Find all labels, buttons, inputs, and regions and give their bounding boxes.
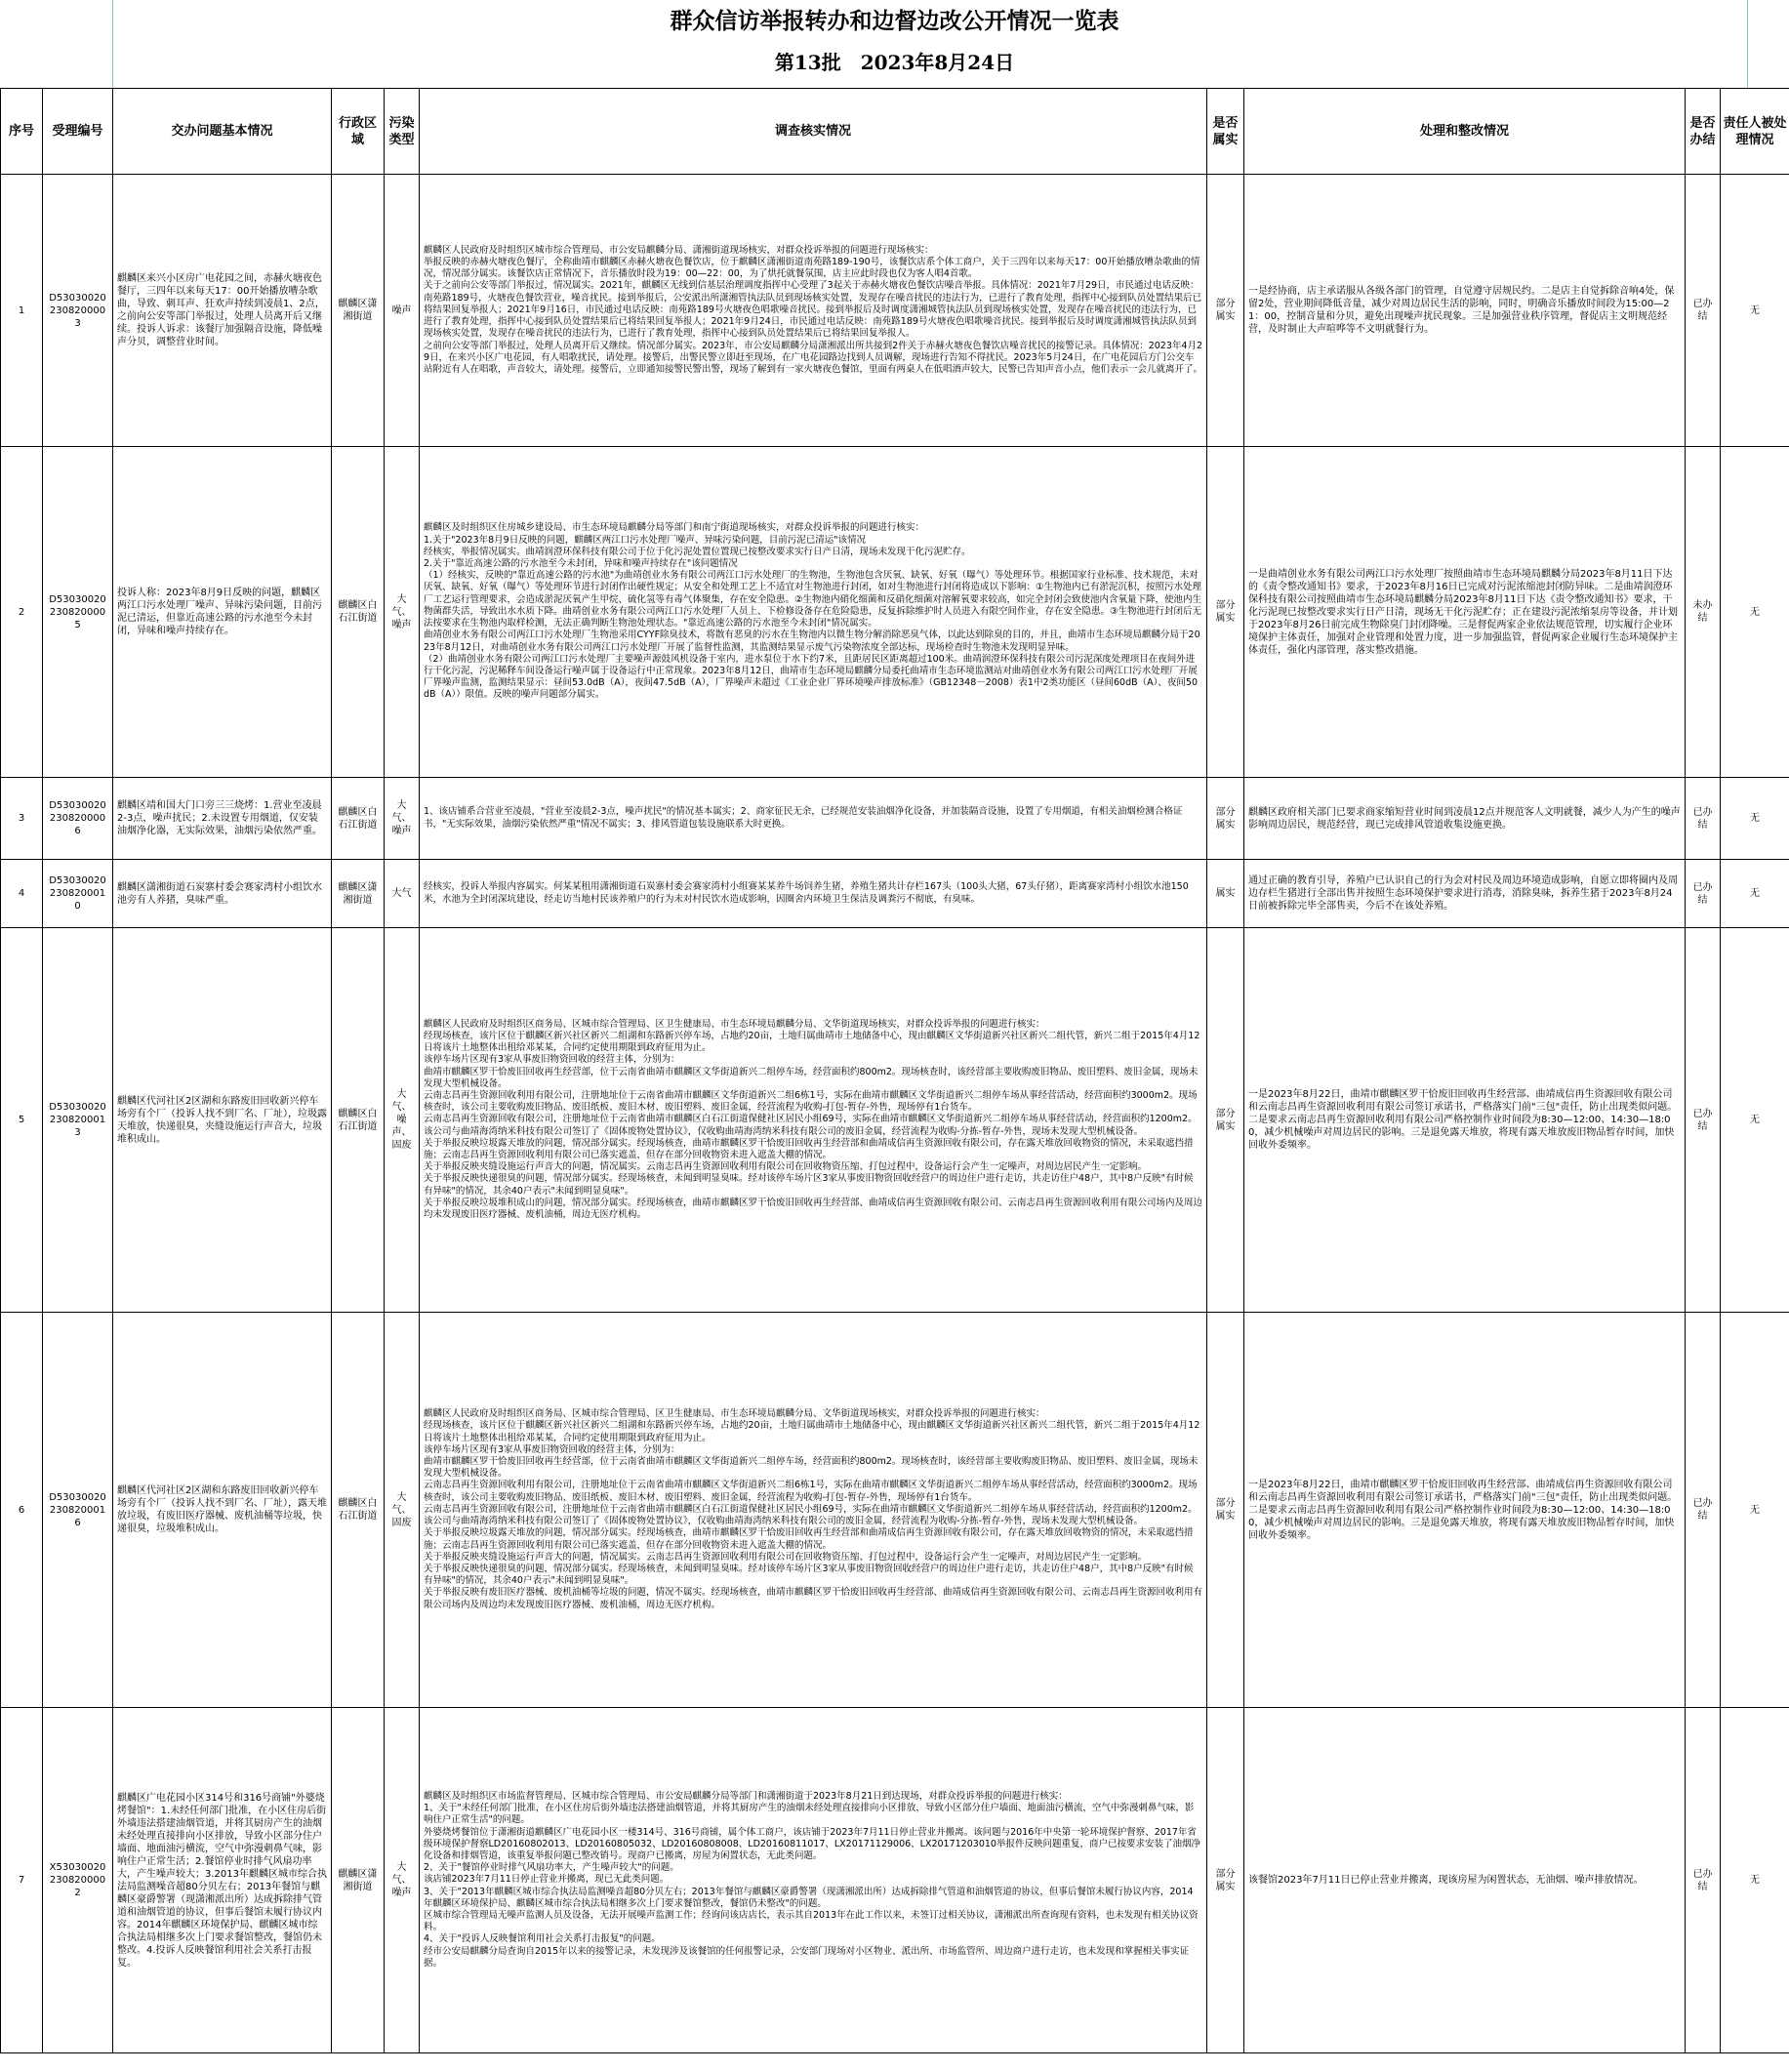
cell-pollution: 噪声 xyxy=(385,175,420,447)
cell-accountability: 无 xyxy=(1721,1313,1789,1708)
cell-seq: 7 xyxy=(1,1708,43,2053)
cell-done: 已办结 xyxy=(1686,1313,1721,1708)
header-done: 是否办结 xyxy=(1686,89,1721,175)
cell-district: 麒麟区白石江街道 xyxy=(332,447,385,778)
cell-verified: 属实 xyxy=(1207,860,1244,928)
cell-pollution: 大气、噪声 xyxy=(385,778,420,860)
cell-seq: 6 xyxy=(1,1313,43,1708)
cell-investigation: 经核实，投诉人举报内容属实。何某某租用潇湘街道石炭寨村委会赛家湾村小组赛某某养牛场饲养生猪，养殖生猪共计存栏167头（100头大猪，67头仔猪），距离赛家湾村小组饮水池150米，水池为全封闭深坑建设，经走访当地村民该养殖户的行为未对村民饮水造成影响，因圈舍内环境卫生保洁及调粪污不彻底，有臭味。 xyxy=(420,860,1207,928)
cell-id: X530300202308200002 xyxy=(43,1708,113,2053)
header-handling: 处理和整改情况 xyxy=(1244,89,1686,175)
cell-district: 麒麟区白石江街道 xyxy=(332,1313,385,1708)
cell-investigation: 麒麟区人民政府及时组织区商务局、区城市综合管理局、区卫生健康局、市生态环境局麒麟分局、文华街道现场核实，对群众投诉举报的问题进行核实： 经现场核查，该片区位于麒麟区新兴社区新兴二组湖和东路新兴停车场，占地约20亩，土地归属曲靖市土地储备中心，现由麒麟区文华街道新兴社区新兴二组代管，新兴二组于2015年4月12日将该片土地整体出租给邓某某，合同约定使用期限到政府征用为止。 该停车场片区现有3家从事废旧物资回收的经营主体，分别为： 曲靖市麒麟区罗干恰废旧回收再生经营部，位于云南省曲靖市麒麟区文华街道新兴二组停车场，经营面积约800m2。现场核查时，该经营部主要收购废旧物品、废旧塑料、废旧金属，现场未发现大型机械设备。 云南志昌再生资源回收利用有限公司，注册地址位于云南省曲靖市麒麟区文华街道新兴二组6栋1号，实际在曲靖市麒麟区文华街道新兴二组停车场从事经营活动，经营面积约3000m2。现场核查时，该公司主要收购废旧物品、废旧纸板、废旧木材、废旧塑料、废旧金属，经营流程为收购-打包-暂存-外售，现场停有1台货车。 云南志昌再生资源回收有限公司，注册地址位于云南省曲靖市麒麟区白石江街道保健社区居民小组69号，实际在曲靖市麒麟区文华街道新兴二组停车场从事经营活动，经营面积约1200m2。该公司与曲靖海湾纳米科技有限公司签订了《固体废物处置协议》，仅收购曲靖海湾纳米科技有限公司的废旧金属，经营流程为收购-分拣-暂存-外售，现场未发现大型机械设备。 关于举报反映垃圾露天堆放的问题，情况部分属实。经现场核查，曲靖市麒麟区罗干恰废旧回收再生经营部和曲靖成信再生资源回收有限公司，存在露天堆放回收物资的情况，未采取遮挡措施；云南志昌再生资源回收利用有限公司已落实遮盖，但存在部分回收物资未进入遮盖大棚的情况。 关于举报反映夹缝设施运行声音大的问题，情况属实。云南志昌再生资源回收利用有限公司在回收物资压缩、打包过程中，设备运行会产生一定噪声，对周边居民产生一定影响。 关于举报反映快递很臭的问题，情况部分属实。经现场核查，未闻到明显臭味。经对该停车场片区3家从事废旧物资回收经营户的周边住户进行走访，共走访住户48户，其中8户反映"有时候有异味"的情况，其余40户表示"未闻到明显臭味"。 关于举报反映垃圾堆积成山的问题，情况部分属实。经现场核查，曲靖市麒麟区罗干恰废旧回收再生经营部、曲靖成信再生资源回收有限公司、云南志昌再生资源回收利用有限公司场内及周边均未发现废旧医疗器械、废机油桶，周边无医疗机构。 xyxy=(420,928,1207,1313)
cell-investigation: 麒麟区及时组织区住房城乡建设局、市生态环境局麒麟分局等部门和南宁街道现场核实，对群众投诉举报的问题进行核实： 1.关于"2023年8月9日反映的问题，麒麟区两江口污水处理厂噪声、异味污染问题，目前污泥已清运"该情况 经核实，举报情况属实。曲靖润澄环保科技有限公司于位于化污泥处置位置现已按整改要求实行日产日清，现场未发现干化污泥贮存。 2.关于"靠近高速公路的污水池至今未封闭，异味和噪声持续存在"该问题情况 （1）经核实，反映的"靠近高速公路的污水池"为曲靖创业水务有限公司两江口污水处理厂的生物池，生物池包含厌氧、缺氧、好氧（曝气）等处理环节。根据国家行业标准、技术规范，未对厌氧、缺氧、好氧（曝气）等处理环节进行封闭作出硬性规定；从安全和处理工艺上不适宜对生物池进行封闭，如对生物池进行封闭将造成以下影响：①生物池内已有淤泥沉积，按照污水处理厂工艺运行管理要求，会造成淤泥厌氧产生甲烷、硫化氢等有毒气体聚集，存在安全隐患。②生物池内硝化细菌和反硝化细菌对溶解氧要求较高，如完全封闭会致使池内含氧量下降，使池内生物菌群失活，导致出水水质下降。曲靖创业水务有限公司两江口污水处理厂人员上、下检修设备存在危险隐患，反复拆除维护时人员进入有限空间作业，存在安全隐患。③生物池进行封闭后无法按要求在生物池内取样检测，无法正确判断生物池处理状态。"靠近高速公路的污水池至今未封闭"情况属实。 曲靖创业水务有限公司两江口污水处理厂生物池采用CYYF除臭技术，将散有恶臭的污水在生物池内以微生物分解消除恶臭气体，以此达到除臭的目的，并且，曲靖市生态环境局麒麟分局于2023年8月12日，对曲靖创业水务有限公司两江口污水处理厂开展了监督性监测，其监测结果显示废气污染物浓度全部达标，现场检查时生物池未发现明显异味。 （2）曲靖创业水务有限公司两江口污水处理厂主要噪声源鼓风机设备于室内，进水泵位于水下约7米，且距居民区距离超过100米。曲靖润澄环保科技有限公司污泥深度处理项目在夜间外进行干化污泥，污泥稀释车间设备运行噪声属于设备运行中正常现象。2023年8月12日，曲靖市生态环境局麒麟分局委托曲靖市生态环境监测站对曲靖创业水务有限公司两江口污水处理厂开展厂界噪声监测，监测结果显示：昼间53.0dB（A），夜间47.5dB（A），厂界噪声未超过《工业企业厂界环境噪声排放标准》（GB12348－2008）表1中2类功能区（昼间60dB（A）、夜间50dB（A））限值。反映的噪声问题部分属实。 xyxy=(420,447,1207,778)
cell-pollution: 大气 xyxy=(385,860,420,928)
cell-verified: 部分属实 xyxy=(1207,175,1244,447)
cell-accountability: 无 xyxy=(1721,928,1789,1313)
cell-handling: 一是2023年8月22日，曲靖市麒麟区罗干恰废旧回收再生经营部、曲靖成信再生资源回收有限公司和云南志昌再生资源回收利用有限公司签订承诺书，严格落实门前"三包"责任，防止出现类似问题。二是要求云南志昌再生资源回收利用有限公司严格控制作业时间段为8:30—12:00、14:30—18:00，减少机械噪声对周边居民的影响。三是退免露天堆放，将现有露天堆放废旧物品暂存时间，加快回收外委频率。 xyxy=(1244,928,1686,1313)
cell-pollution: 大气、噪声、固废 xyxy=(385,928,420,1313)
cell-district: 麒麟区潇湘街道 xyxy=(332,175,385,447)
table-row xyxy=(1,860,1789,928)
cell-verified: 部分属实 xyxy=(1207,1708,1244,2053)
cell-district: 麒麟区潇湘街道 xyxy=(332,860,385,928)
cell-investigation: 麒麟区人民政府及时组织区商务局、区城市综合管理局、区卫生健康局、市生态环境局麒麟分局、文华街道现场核实，对群众投诉举报的问题进行核实： 经现场核查，该片区位于麒麟区新兴社区新兴二组湖和东路新兴停车场，占地约20亩，土地归属曲靖市土地储备中心，现由麒麟区文华街道新兴社区新兴二组代管，新兴二组于2015年4月12日将该片土地整体出租给邓某某，合同约定使用期限到政府征用为止。 该停车场片区现有3家从事废旧物资回收的经营主体，分别为： 曲靖市麒麟区罗干恰废旧回收再生经营部，位于云南省曲靖市麒麟区文华街道新兴二组停车场，经营面积约800m2。现场核查时，该经营部主要收购废旧物品、废旧塑料、废旧金属，现场未发现大型机械设备。 云南志昌再生资源回收利用有限公司，注册地址位于云南省曲靖市麒麟区文华街道新兴二组6栋1号，实际在曲靖市麒麟区文华街道新兴二组停车场从事经营活动，经营面积约3000m2。现场核查时，该公司主要收购废旧物品、废旧纸板、废旧木材、废旧塑料、废旧金属，经营流程为收购-打包-暂存-外售，现场停有1台货车。 云南志昌再生资源回收有限公司，注册地址位于云南省曲靖市麒麟区白石江街道保健社区居民小组69号，实际在曲靖市麒麟区文华街道新兴二组停车场从事经营活动，经营面积约1200m2。该公司与曲靖海湾纳米科技有限公司签订了《固体废物处置协议》，仅收购曲靖海湾纳米科技有限公司的废旧金属，经营流程为收购-分拣-暂存-外售，现场未发现大型机械设备。 关于举报反映垃圾露天堆放的问题，情况部分属实。经现场核查，曲靖市麒麟区罗干恰废旧回收再生经营部和曲靖成信再生资源回收有限公司，存在露天堆放回收物资的情况，未采取遮挡措施；云南志昌再生资源回收利用有限公司已落实遮盖，但存在部分回收物资未进入遮盖大棚的情况。 关于举报反映夹缝设施运行声音大的问题，情况属实。云南志昌再生资源回收利用有限公司在回收物资压缩、打包过程中，设备运行会产生一定噪声，对周边居民产生一定影响。 关于举报反映快递很臭的问题，情况部分属实。经现场核查，未闻到明显臭味。经对该停车场片区3家从事废旧物资回收经营户的周边住户进行走访，共走访住户48户，其中8户反映"有时候有异味"的情况，其余40户表示"未闻到明显臭味"。 关于举报反映有废旧医疗器械、废机油桶等垃圾的问题，情况不属实。经现场核查，曲靖市麒麟区罗干恰废旧回收再生经营部、曲靖成信再生资源回收有限公司、云南志昌再生资源回收利用有限公司场内及周边均未发现废旧医疗器械、废机油桶，周边无医疗机构。 xyxy=(420,1313,1207,1708)
cell-accountability: 无 xyxy=(1721,175,1789,447)
header-accountability: 责任人被处理情况 xyxy=(1721,89,1789,175)
cell-handling: 该餐馆2023年7月11日已停止营业并搬离，现该房屋为闲置状态，无油烟、噪声排放情况。 xyxy=(1244,1708,1686,2053)
cell-pollution: 大气、噪声 xyxy=(385,1708,420,2053)
header-id: 受理编号 xyxy=(43,89,113,175)
cell-district: 麒麟区潇湘街道 xyxy=(332,1708,385,2053)
cell-handling: 一是经协商，店主承诺服从各级各部门的管理，自觉遵守居规民约。二是店主自觉拆除音响4处，保留2处，营业期间降低音量，减少对周边居民生活的影响，同时，明确音乐播放时间段为15:00—21：00，控制音量和分贝，避免出现噪声扰民现象。三是加强营业秩序管理，督促店主文明规范经营，及时制止大声喧哗等不文明就餐行为。 xyxy=(1244,175,1686,447)
cell-done: 已办结 xyxy=(1686,1708,1721,2053)
cell-problem: 麒麟区潇湘街道石炭寨村委会赛家湾村小组饮水池旁有人养猪，臭味严重。 xyxy=(113,860,332,928)
cell-done: 已办结 xyxy=(1686,928,1721,1313)
cell-id: D530300202308200016 xyxy=(43,1313,113,1708)
cell-verified: 部分属实 xyxy=(1207,1313,1244,1708)
cell-seq: 3 xyxy=(1,778,43,860)
cell-district: 麒麟区白石江街道 xyxy=(332,778,385,860)
disclosure-table xyxy=(0,88,1789,2053)
table-row xyxy=(1,175,1789,447)
cell-verified: 部分属实 xyxy=(1207,447,1244,778)
cell-done: 已办结 xyxy=(1686,860,1721,928)
table-row xyxy=(1,1708,1789,2053)
table-header-row xyxy=(1,89,1789,175)
cell-district: 麒麟区白石江街道 xyxy=(332,928,385,1313)
cell-verified: 部分属实 xyxy=(1207,778,1244,860)
cell-investigation: 麒麟区人民政府及时组织区城市综合管理局、市公安局麒麟分局、潇湘街道现场核实，对群众投诉举报的问题进行现场核实： 举报反映的赤赫火塘夜色餐厅，全称曲靖市麒麟区赤赫火塘夜色餐饮店，位于麒麟区潇湘街道南苑路189-190号，该餐饮店系个体工商户，关于三四年以来每天17：00开始播放嘈杂歌曲的情况，情况部分属实。该餐饮店正常情况下，音乐播放时段为19：00—22：00，为了烘托就餐氛围，店主应此时段也仅为客人唱4首歌。 关于之前向公安等部门举报过，情况属实。2021年，麒麟区无线到信基层治理调度指挥中心受理了3起关于赤赫火塘夜色餐饮店噪音举报。具体情况：2021年7月29日，市民通过电话反映：南苑路189号，火塘夜色餐饮营业，噪音扰民。接到举报后，公安派出所潇湘管执法队员到现场核实处置，发现存在噪音扰民的违法行为，已进行了教育处理，指挥中心接到队员处置结果后已将结果回复举报人；2021年9月16日，市民通过电话反映：南苑路189号火塘夜色唱歌噪音扰民。接到举报后及时调度潇湘城管执法队员到现场核实处置，发现存在噪音扰民的违法行为，已进行了教育处理，指挥中心接到队员处置结果后已将结果回复举报人；2021年9月24日，市民通过电话反映：南苑路189号火塘夜色唱歌噪音扰民。接到举报后及时调度潇湘城管执法队员到现场核实处置，发现存在噪音扰民的违法行为，已进行了教育处理，指挥中心接到队员处置结果后已将结果回复举报人。 之前向公安等部门举报过，处理人员离开后又继续。情况部分属实。2023年，市公安局麒麟分局潇湘派出所共接到2件关于赤赫火塘夜色餐饮店噪音扰民的接警记录。具体情况：2023年4月29日，在来兴小区广电花园，有人唱歌扰民，请处理。接警后，出警民警立即赶至现场，在广电花园路边找到人员调解，现场进行告知不得扰民。2023年5月24日，在广电花园后方门公交车站附近有人在唱歌，声音较大，请处理。接警后，立即通知接警民警出警，现场了解到有一家火塘夜色餐馆，里面有两桌人在低唱酒声较大，民警已告知声音小点，他们表示一会儿就离开了。 xyxy=(420,175,1207,447)
cell-accountability: 无 xyxy=(1721,447,1789,778)
cell-handling: 一是曲靖创业水务有限公司两江口污水处理厂按照曲靖市生态环境局麒麟分局2023年8月11日下达的《责令整改通知书》要求，于2023年8月16日已完成对污泥浓缩池封闭防异味。二是曲靖润澄环保科技有限公司按照曲靖市生态环境局麒麟分局2023年8月11日下达《责令整改通知书》要求，干化污泥现已按整改要求实行日产日清，现场无干化污泥贮存；正在建设污泥浓缩泵房等设备，并计划于2023年8月26日前完成生物除臭门封闭降噪。三是督促两家企业依法规范管理，切实履行企业环境保护主体责任，加强对企业管理和处置力度，进一步加强监管，督促两家企业履行生态环境保护主体责任，强化内部管理，落实整改措施。 xyxy=(1244,447,1686,778)
cell-seq: 5 xyxy=(1,928,43,1313)
cell-accountability: 无 xyxy=(1721,1708,1789,2053)
table-row xyxy=(1,1313,1789,1708)
cell-handling: 一是2023年8月22日，曲靖市麒麟区罗干恰废旧回收再生经营部、曲靖成信再生资源回收有限公司和云南志昌再生资源回收利用有限公司签订承诺书，严格落实门前"三包"责任，防止出现类似问题。二是要求云南志昌再生资源回收利用有限公司严格控制作业时间段为8:30—12:00、14:30—18:00，减少机械噪声对周边居民的影响。三是退免露天堆放，将现有露天堆放废旧物品暂存时间，加快回收外委频率。 xyxy=(1244,1313,1686,1708)
cell-id: D530300202308200013 xyxy=(43,928,113,1313)
cell-id: D530300202308200010 xyxy=(43,860,113,928)
cell-problem: 麒麟区广电花园小区314号和316号商铺"外婆烧烤餐馆"：1.未经任何部门批准，在小区住房后街外墙违法搭建油烟管道，并将其厨房产生的油烟未经处理直接排向小区排放，导致小区部分住户墙面、地面油污横流，空气中弥漫刺鼻气味，影响住户正常生活；2.餐馆停业时排气风扇功率大，产生噪声较大；3.2013年麒麟区城市综合执法局监测噪音超80分贝左右；2013年餐馆与麒麟区豪爵警署（现潇湘派出所）达成拆除排气管道和油烟管道的协议，但事后餐馆未履行协议内容。2014年麒麟区环境保护局、麒麟区城市综合执法局相继多次上门要求餐馆整改，餐馆仍未整改。4.投诉人反映餐馆利用社会关系打击报复。 xyxy=(113,1708,332,2053)
cell-done: 已办结 xyxy=(1686,778,1721,860)
header-pollution: 污染类型 xyxy=(385,89,420,175)
header-investigation: 调查核实情况 xyxy=(420,89,1207,175)
cell-investigation: 1、该店铺系合营业至凌晨，"营业至凌晨2-3点，噪声扰民"的情况基本属实；2、商家征民无余，已经规范安装油烟净化设备，并加装隔音设施，设置了专用烟道，有相关油烟检测合格证书，"无实际效果，油烟污染依然严重"情况不属实；3、排风管道包装设施联系大时更换。 xyxy=(420,778,1207,860)
cell-handling: 麒麟区政府相关部门已要求商家缩短营业时间到凌晨12点并规范客人文明就餐，减少人为产生的噪声影响周边居民，规范经营，现已完成排风管道收集设施更换。 xyxy=(1244,778,1686,860)
cell-done: 未办结 xyxy=(1686,447,1721,778)
cell-seq: 2 xyxy=(1,447,43,778)
page-title: 群众信访举报转办和边督边改公开情况一览表 xyxy=(670,8,1119,34)
cell-handling: 通过正确的教育引导，养殖户已认识自己的行为会对村民及周边环境造成影响，自愿立即将圈内及周边存栏生猪进行全部出售并按照生态环境保护要求进行消毒，消除臭味，拆养生猪于2023年8月24日前被拆除完毕全部售卖，今后不在该处养殖。 xyxy=(1244,860,1686,928)
table-row xyxy=(1,778,1789,860)
cell-id: D530300202308200006 xyxy=(43,778,113,860)
table-row xyxy=(1,928,1789,1313)
cell-investigation: 麒麟区及时组织区市场监督管理局、区城市综合管理局、市公安局麒麟分局等部门和潇湘街道于2023年8月21日到达现场，对群众投诉举报的问题进行核实： 1、关于"未经任何部门批准，在小区住房后街外墙违法搭建油烟管道，并将其厨房产生的油烟未经处理直接排向小区排放，导致小区部分住户墙面、地面油污横流，空气中弥漫刺鼻气味，影响住户正常生活"的问题。 外婆烧烤餐馆位于潇湘街道麒麟区广电花园小区一楼314号、316号商铺，属个体工商户，该店铺于2023年7月11日停止营业并搬离。该问题与2016年中央第一轮环境保护督察、2017年省级环境保护督察LD20160802013、LD20160805032、LD20160808008、LD20160811017、LX20171129006、LX20171203010举报件反映问题重复，商户已按要求安装了油烟净化设备和排烟管道，该重复举报问题已整改销号。现商户已搬离，房屋为闲置状态，无此类问题。 2、关于"餐馆停业时排气风扇功率大，产生噪声较大"的问题。 该店铺2023年7月11日停止营业并搬离，现已无此类问题。 3、关于"2013年麒麟区城市综合执法局监测噪音超80分贝左右；2013年餐馆与麒麟区豪爵警署（现潇湘派出所）达成拆除排气管道和油烟管道的协议，但事后餐馆未履行协议内容，2014年麒麟区环境保护局、麒麟区城市综合执法局相继多次上门要求餐馆整改，餐馆仍未整改"的问题。 区城市综合管理局无噪声监测人员及设备，无法开展噪声监测工作；经询问该店店长，表示其自2013年在此工作以来，未签订过相关协议，潇湘派出所查询现有资料，也未发现有相关协议资料。 4、关于"投诉人反映餐馆利用社会关系打击报复"的问题。 经市公安局麒麟分局查询自2015年以来的接警记录，未发现涉及该餐馆的任何报警记录，公安部门现场对小区物业、派出所、市场监管所、周边商户进行走访，也未发现和掌握相关事实证据。 xyxy=(420,1708,1207,2053)
cell-pollution: 大气、固废 xyxy=(385,1313,420,1708)
cell-seq: 1 xyxy=(1,175,43,447)
cell-accountability: 无 xyxy=(1721,860,1789,928)
cell-done: 已办结 xyxy=(1686,175,1721,447)
table-row xyxy=(1,447,1789,778)
cell-id: D530300202308200005 xyxy=(43,447,113,778)
header-problem: 交办问题基本情况 xyxy=(113,89,332,175)
cell-problem: 麒麟区来兴小区房广电花园之间，赤赫火塘夜色餐厅，三四年以来每天17：00开始播放嘈杂歌曲，导致、刺耳声、狂欢声持续到凌晨1、2点，之前向公安等部门举报过，处理人员离开后又继续。投诉人诉求：该餐厅加强隔音设施，降低噪声分贝，调整营业时间。 xyxy=(113,175,332,447)
cell-problem: 麒麟区代河社区2区湖和东路废旧回收新兴停车场旁有个厂（投诉人找不到厂名、厂址），垃圾露天堆放，快递很臭，夹缝设施运行声音大，垃圾堆积成山。 xyxy=(113,928,332,1313)
header-verified: 是否属实 xyxy=(1207,89,1244,175)
header-district: 行政区域 xyxy=(332,89,385,175)
cell-pollution: 大气、噪声 xyxy=(385,447,420,778)
cell-accountability: 无 xyxy=(1721,778,1789,860)
cell-seq: 4 xyxy=(1,860,43,928)
header-seq: 序号 xyxy=(1,89,43,175)
page-subtitle: 第13批 2023年8月24日 xyxy=(774,51,1015,74)
cell-verified: 部分属实 xyxy=(1207,928,1244,1313)
cell-id: D530300202308200003 xyxy=(43,175,113,447)
cell-problem: 投诉人称：2023年8月9日反映的问题，麒麟区两江口污水处理厂噪声、异味污染问题，目前污泥已清运，但靠近高速公路的污水池至今未封闭，异味和噪声持续存在。 xyxy=(113,447,332,778)
cell-problem: 麒麟区代河社区2区湖和东路废旧回收新兴停车场旁有个厂（投诉人找不到厂名、厂址），露天堆放垃圾，有废旧医疗器械、废机油桶等垃圾，快递很臭，垃圾堆积成山。 xyxy=(113,1313,332,1708)
cell-problem: 麒麟区靖和国大门口旁三三烧烤：1.营业至凌晨2-3点，噪声扰民；2.未设置专用烟道，仅安装油烟净化器，无实际效果，油烟污染依然严重。 xyxy=(113,778,332,860)
